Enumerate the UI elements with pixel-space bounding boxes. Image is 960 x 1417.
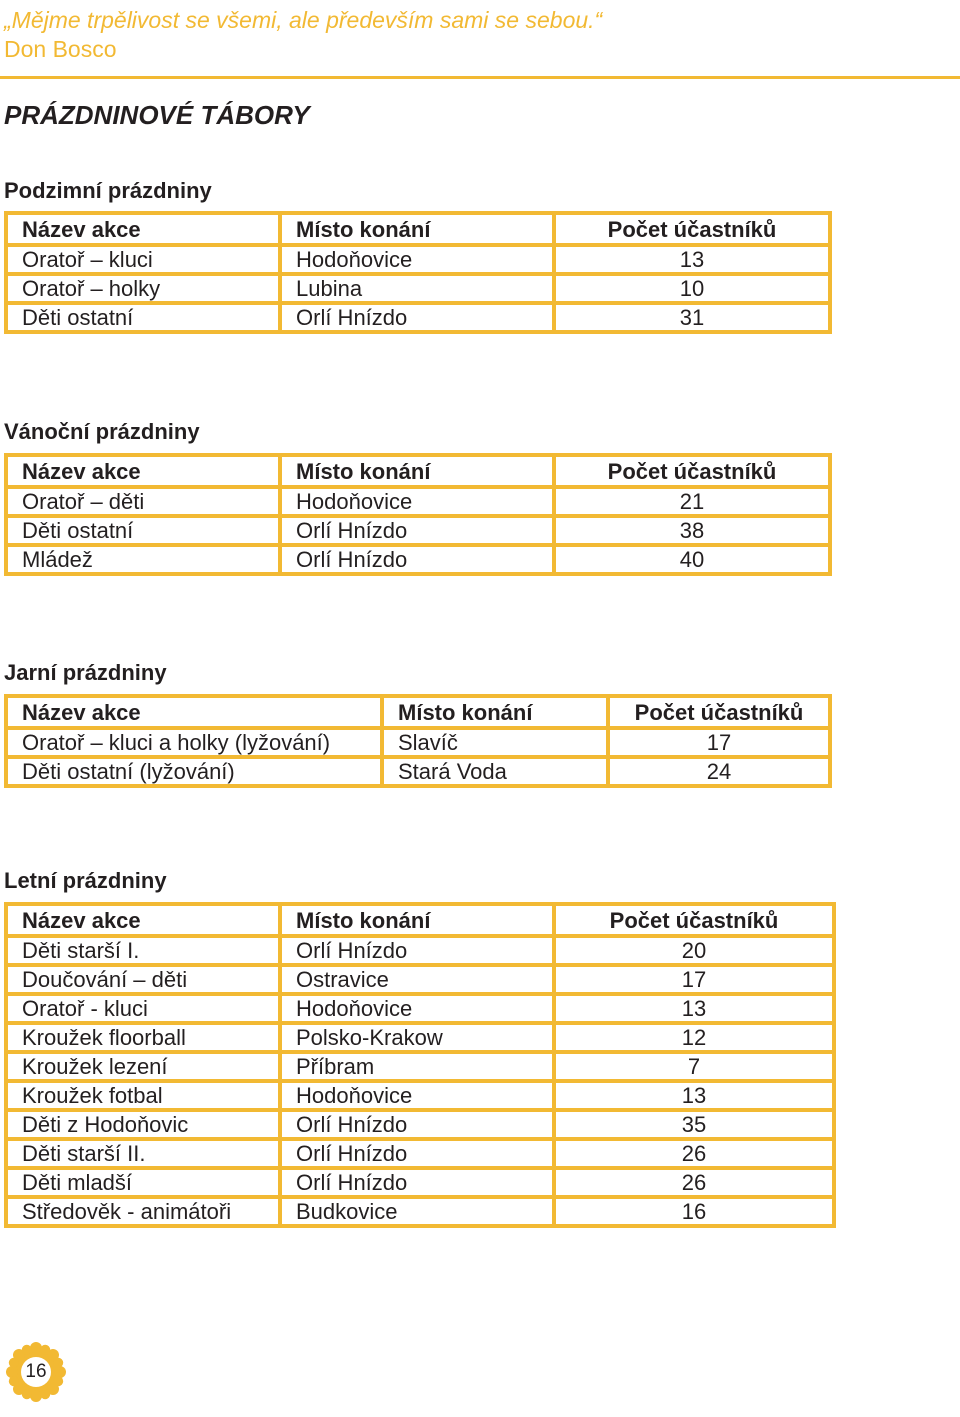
table-header-row bbox=[6, 455, 830, 487]
cell-name: Děti ostatní bbox=[6, 516, 280, 545]
cell-name: Doučování – děti bbox=[6, 965, 280, 994]
cell-place: Budkovice bbox=[280, 1197, 554, 1226]
cell-name: Děti starší II. bbox=[6, 1139, 280, 1168]
cell-place: Hodoňovice bbox=[280, 245, 554, 274]
table-row bbox=[6, 1168, 834, 1197]
table-row bbox=[6, 1081, 834, 1110]
table-row bbox=[6, 274, 830, 303]
table-row bbox=[6, 936, 834, 965]
table-header-row bbox=[6, 213, 830, 245]
cell-count: 16 bbox=[554, 1197, 834, 1226]
cell-name: Středověk - animátoři bbox=[6, 1197, 280, 1226]
cell-place: Orlí Hnízdo bbox=[280, 936, 554, 965]
cell-place: Orlí Hnízdo bbox=[280, 1110, 554, 1139]
cell-count: 24 bbox=[608, 757, 830, 786]
table-summer bbox=[4, 902, 836, 1228]
cell-place: Ostravice bbox=[280, 965, 554, 994]
cell-count: 40 bbox=[554, 545, 830, 574]
page-title: PRÁZDNINOVÉ TÁBORY bbox=[4, 100, 310, 130]
cell-name: Oratoř – kluci a holky (lyžování) bbox=[6, 728, 382, 757]
header-count: Počet účastníků bbox=[554, 213, 830, 245]
cell-count: 26 bbox=[554, 1139, 834, 1168]
page-number: 16 bbox=[25, 1361, 47, 1382]
table-row bbox=[6, 1139, 834, 1168]
cell-count: 38 bbox=[554, 516, 830, 545]
cell-count: 31 bbox=[554, 303, 830, 332]
cell-count: 20 bbox=[554, 936, 834, 965]
header-place: Místo konání bbox=[280, 455, 554, 487]
table-row bbox=[6, 303, 830, 332]
cell-place: Orlí Hnízdo bbox=[280, 303, 554, 332]
cell-count: 17 bbox=[554, 965, 834, 994]
section-heading-summer: Letní prázdniny bbox=[4, 868, 167, 893]
header-count: Počet účastníků bbox=[554, 904, 834, 936]
table-row bbox=[6, 516, 830, 545]
header-place: Místo konání bbox=[280, 904, 554, 936]
cell-name: Kroužek floorball bbox=[6, 1023, 280, 1052]
cell-place: Lubina bbox=[280, 274, 554, 303]
table-header-row bbox=[6, 904, 834, 936]
table-row bbox=[6, 487, 830, 516]
cell-name: Oratoř – holky bbox=[6, 274, 280, 303]
table-row bbox=[6, 757, 830, 786]
cell-name: Děti ostatní (lyžování) bbox=[6, 757, 382, 786]
cell-count: 17 bbox=[608, 728, 830, 757]
header-place: Místo konání bbox=[280, 213, 554, 245]
cell-name: Děti z Hodoňovic bbox=[6, 1110, 280, 1139]
header-name: Název akce bbox=[6, 904, 280, 936]
table-autumn bbox=[4, 211, 832, 334]
table-header-row bbox=[6, 696, 830, 728]
cell-place: Slavíč bbox=[382, 728, 608, 757]
table-row bbox=[6, 994, 834, 1023]
cell-place: Orlí Hnízdo bbox=[280, 1139, 554, 1168]
table-row bbox=[6, 245, 830, 274]
header-name: Název akce bbox=[6, 696, 382, 728]
cell-name: Kroužek fotbal bbox=[6, 1081, 280, 1110]
cell-place: Hodoňovice bbox=[280, 994, 554, 1023]
cell-count: 26 bbox=[554, 1168, 834, 1197]
quote-author: Don Bosco bbox=[4, 36, 117, 62]
section-heading-christmas: Vánoční prázdniny bbox=[4, 419, 200, 444]
table-row bbox=[6, 1110, 834, 1139]
table-christmas bbox=[4, 453, 832, 576]
cell-count: 7 bbox=[554, 1052, 834, 1081]
table-spring bbox=[4, 694, 832, 788]
table-row bbox=[6, 545, 830, 574]
table-row bbox=[6, 1023, 834, 1052]
section-heading-spring: Jarní prázdniny bbox=[4, 660, 167, 685]
cell-count: 13 bbox=[554, 1081, 834, 1110]
cell-count: 35 bbox=[554, 1110, 834, 1139]
cell-place: Příbram bbox=[280, 1052, 554, 1081]
cell-count: 12 bbox=[554, 1023, 834, 1052]
header-place: Místo konání bbox=[382, 696, 608, 728]
cell-place: Orlí Hnízdo bbox=[280, 516, 554, 545]
table-row bbox=[6, 1197, 834, 1226]
page-number-badge bbox=[4, 1340, 68, 1404]
cell-count: 21 bbox=[554, 487, 830, 516]
cell-place: Orlí Hnízdo bbox=[280, 545, 554, 574]
header-name: Název akce bbox=[6, 213, 280, 245]
header-count: Počet účastníků bbox=[554, 455, 830, 487]
cell-count: 13 bbox=[554, 994, 834, 1023]
cell-place: Polsko-Krakow bbox=[280, 1023, 554, 1052]
cell-count: 13 bbox=[554, 245, 830, 274]
cell-name: Děti ostatní bbox=[6, 303, 280, 332]
quote-text: „Mějme trpělivost se všemi, ale především sami se sebou.“ bbox=[4, 7, 603, 33]
header-count: Počet účastníků bbox=[608, 696, 830, 728]
cell-place: Hodoňovice bbox=[280, 1081, 554, 1110]
table-row bbox=[6, 728, 830, 757]
cell-name: Kroužek lezení bbox=[6, 1052, 280, 1081]
table-row bbox=[6, 965, 834, 994]
cell-count: 10 bbox=[554, 274, 830, 303]
cell-name: Oratoř – kluci bbox=[6, 245, 280, 274]
table-row bbox=[6, 1052, 834, 1081]
cell-name: Děti mladší bbox=[6, 1168, 280, 1197]
cell-place: Hodoňovice bbox=[280, 487, 554, 516]
section-heading-autumn: Podzimní prázdniny bbox=[4, 178, 212, 203]
cell-name: Oratoř - kluci bbox=[6, 994, 280, 1023]
cell-place: Orlí Hnízdo bbox=[280, 1168, 554, 1197]
header-divider bbox=[0, 76, 960, 79]
cell-name: Oratoř – děti bbox=[6, 487, 280, 516]
cell-name: Mládež bbox=[6, 545, 280, 574]
header-name: Název akce bbox=[6, 455, 280, 487]
quote-block bbox=[4, 6, 960, 64]
cell-name: Děti starší I. bbox=[6, 936, 280, 965]
cell-place: Stará Voda bbox=[382, 757, 608, 786]
